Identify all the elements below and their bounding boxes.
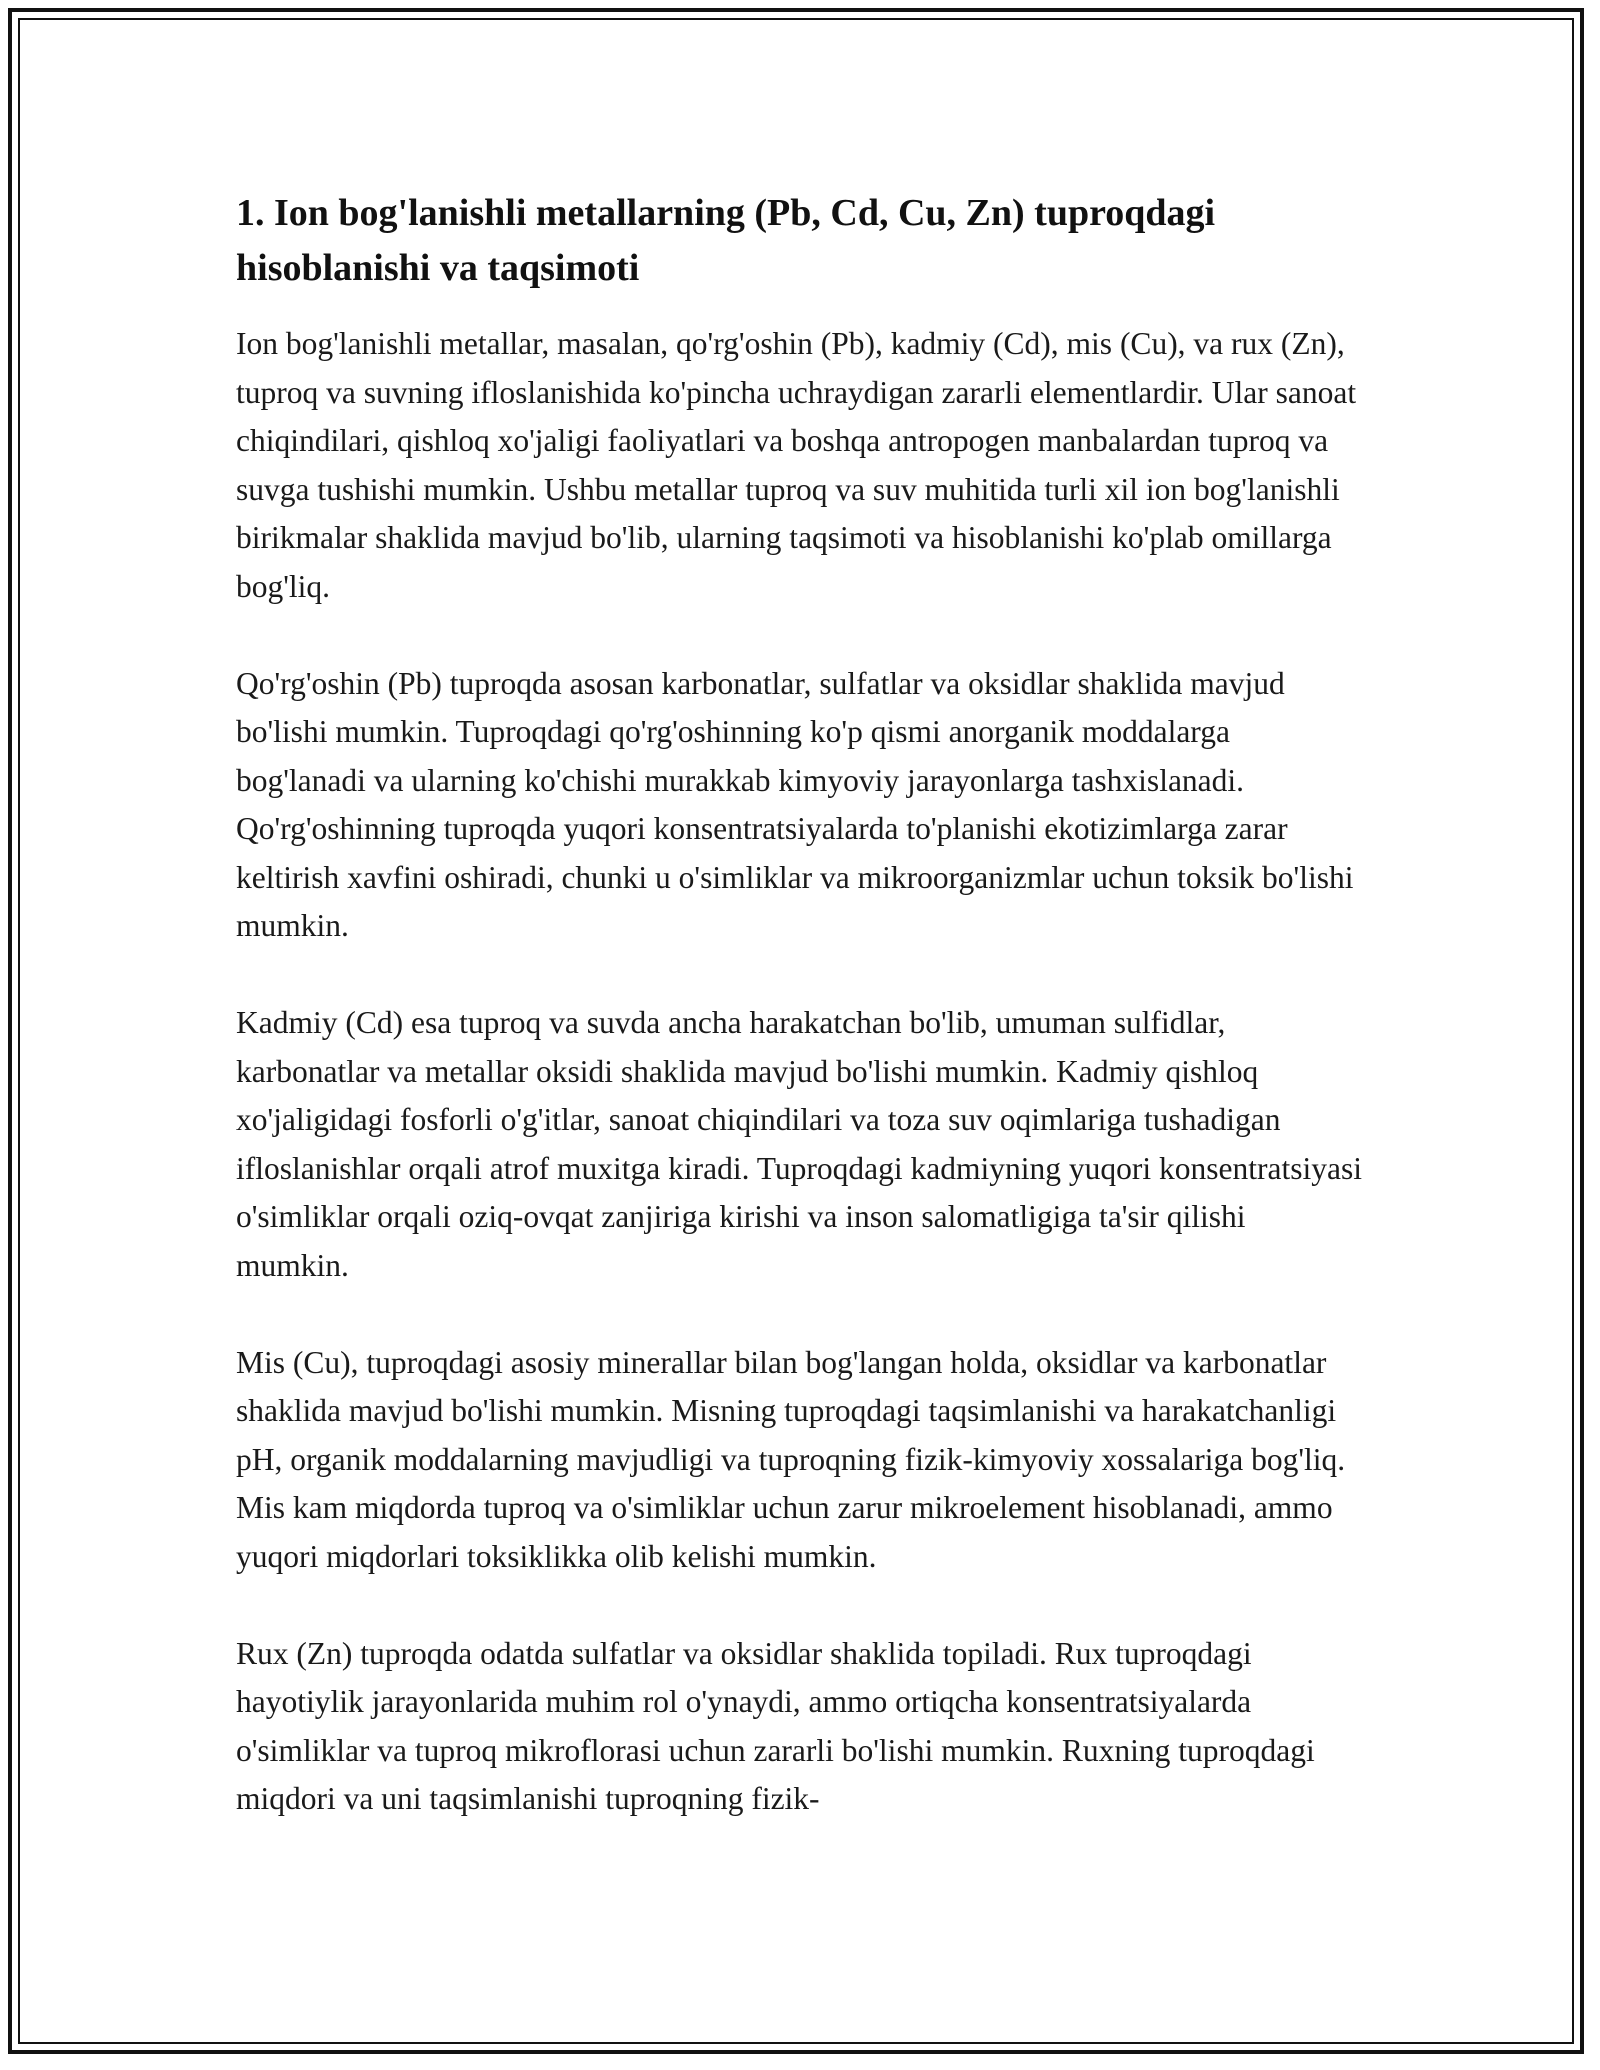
paragraph-zinc: Rux (Zn) tuproqda odatda sulfatlar va oksidlar shaklida topiladi. Rux tuproqdagi hayotiylik jarayonlarida muhim rol o'ynaydi, ammo ortiqcha konsentratsiyalarda o'simliklar va tuproq mikroflorasi uchun zararli bo'lishi mumkin. Ruxning tuproqdagi miqdori va uni taqsimlanishi tuproqning fizik- [236, 1635, 1315, 1816]
document-body [236, 186, 1366, 1824]
section-heading [236, 186, 1366, 296]
paragraph-cadmium: Kadmiy (Cd) esa tuproq va suvda ancha harakatchan bo'lib, umuman sulfidlar, karbonatlar va metallar oksidi shaklida mavjud bo'lishi mumkin. Kadmiy qishloq xo'jaligidagi fosforli o'g'itlar, sanoat chiqindilari va toza suv oqimlariga tushadigan ifloslanishlar orqali atrof muxitga kiradi. Tuproqdagi kadmiyning yuqori konsentratsiyasi o'simliklar orqali oziq-ovqat zanjiriga kirishi va inson salomatligiga ta'sir qilishi mumkin. [236, 1005, 1362, 1283]
paragraph-intro: Ion bog'lanishli metallar, masalan, qo'rg'oshin (Pb), kadmiy (Cd), mis (Cu), va rux (Zn), tuproq va suvning ifloslanishida ko'pincha uchraydigan zararli elementlardir. Ular sanoat chiqindilari, qishloq xo'jaligi faoliyatlari va boshqa antropogen manbalardan tuproq va suvga tushishi mumkin. Ushbu metallar tuproq va suv muhitida turli xil ion bog'lanishli birikmalar shaklida mavjud bo'lib, ularning taqsimoti va hisoblanishi ko'plab omillarga bog'liq. [236, 326, 1357, 604]
paragraph-lead: Qo'rg'oshin (Pb) tuproqda asosan karbonatlar, sulfatlar va oksidlar shaklida mavjud bo'lishi mumkin. Tuproqdagi qo'rg'oshinning ko'p qismi anorganik moddalarga bog'lanadi va ularning ko'chishi murakkab kimyoviy jarayonlarga tashxislanadi. Qo'rg'oshinning tuproqda yuqori konsentratsiyalarda to'planishi ekotizimlarga zarar keltirish xavfini oshiradi, chunki u o'simliklar va mikroorganizmlar uchun toksik bo'lishi mumkin. [236, 665, 1354, 943]
heading-line-2: hisoblanishi va taqsimoti [236, 247, 640, 289]
paragraph-copper: Mis (Cu), tuproqdagi asosiy minerallar bilan bog'langan holda, oksidlar va karbonatlar shaklida mavjud bo'lishi mumkin. Misning tuproqdagi taqsimlanishi va harakatchanligi pH, organik moddalarning mavjudligi va tuproqning fizik-kimyoviy xossalariga bog'liq. Mis kam miqdorda tuproq va o'simliklar uchun zarur mikroelement hisoblanadi, ammo yuqori miqdorlari toksiklikka olib kelishi mumkin. [236, 1344, 1346, 1574]
heading-line-1: 1. Ion bog'lanishli metallarning (Pb, Cd, Cu, Zn) tuproqdagi [236, 192, 1216, 234]
